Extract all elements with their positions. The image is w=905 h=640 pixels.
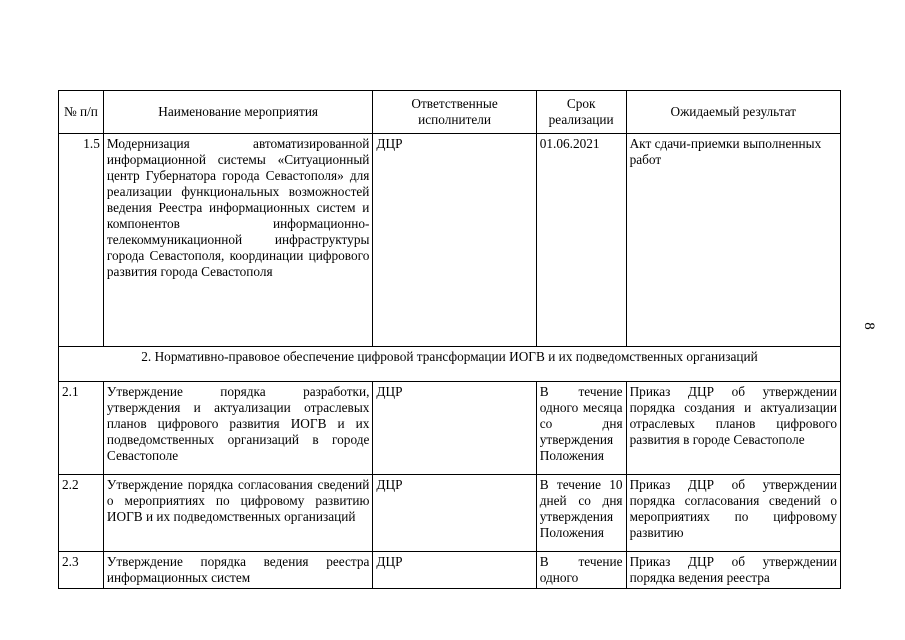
header-term: Срок реализации — [536, 91, 626, 134]
term: В течение одного месяца со дня утверждения Положения — [536, 382, 626, 475]
header-name: Наименование мероприятия — [103, 91, 373, 134]
expected-result: Приказ ДЦР об утверждении порядка создания и актуализации отраслевых планов цифрового развития в городе Севастополе — [626, 382, 840, 475]
table-header-row — [59, 91, 841, 134]
header-result: Ожидаемый результат — [626, 91, 840, 134]
executors: ДЦР — [373, 134, 536, 347]
term: 01.06.2021 — [536, 134, 626, 347]
plan-table — [58, 90, 841, 589]
section-title: 2. Нормативно-правовое обеспечение цифровой трансформации ИОГВ и их подведомственных организаций — [59, 347, 841, 382]
row-number: 2.3 — [59, 552, 104, 589]
event-name: Утверждение порядка разработки, утверждения и актуализации отраслевых планов цифрового развития ИОГВ и их подведомственных организаций в городе Севастополе — [103, 382, 373, 475]
header-executors: Ответственные исполнители — [373, 91, 536, 134]
executors: ДЦР — [373, 475, 536, 552]
expected-result: Приказ ДЦР об утверждении порядка ведения реестра — [626, 552, 840, 589]
table-row — [59, 134, 841, 347]
table-row — [59, 552, 841, 589]
table-row — [59, 475, 841, 552]
expected-result: Акт сдачи-приемки выполненных работ — [626, 134, 840, 347]
section-row — [59, 347, 841, 382]
row-number: 1.5 — [59, 134, 104, 347]
executors: ДЦР — [373, 382, 536, 475]
page-number: 8 — [861, 322, 877, 330]
expected-result: Приказ ДЦР об утверждении порядка согласования сведений о мероприятиях по цифровому развитию — [626, 475, 840, 552]
term: В течение одного — [536, 552, 626, 589]
term: В течение 10 дней со дня утверждения Положения — [536, 475, 626, 552]
row-number: 2.2 — [59, 475, 104, 552]
executors: ДЦР — [373, 552, 536, 589]
header-num: № п/п — [59, 91, 104, 134]
table-row — [59, 382, 841, 475]
row-number: 2.1 — [59, 382, 104, 475]
event-name: Утверждение порядка согласования сведений о мероприятиях по цифровому развитию ИОГВ и их подведомственных организаций — [103, 475, 373, 552]
event-name: Утверждение порядка ведения реестра информационных систем — [103, 552, 373, 589]
event-name: Модернизация автоматизированной информационной системы «Ситуационный центр Губернатора города Севастополя» для реализации функциональных возможностей ведения Реестра информационных систем и компонентов информационно-телекоммуникационной инфраструктуры города Севастополя, координации цифрового развития города Севастополя — [103, 134, 373, 347]
